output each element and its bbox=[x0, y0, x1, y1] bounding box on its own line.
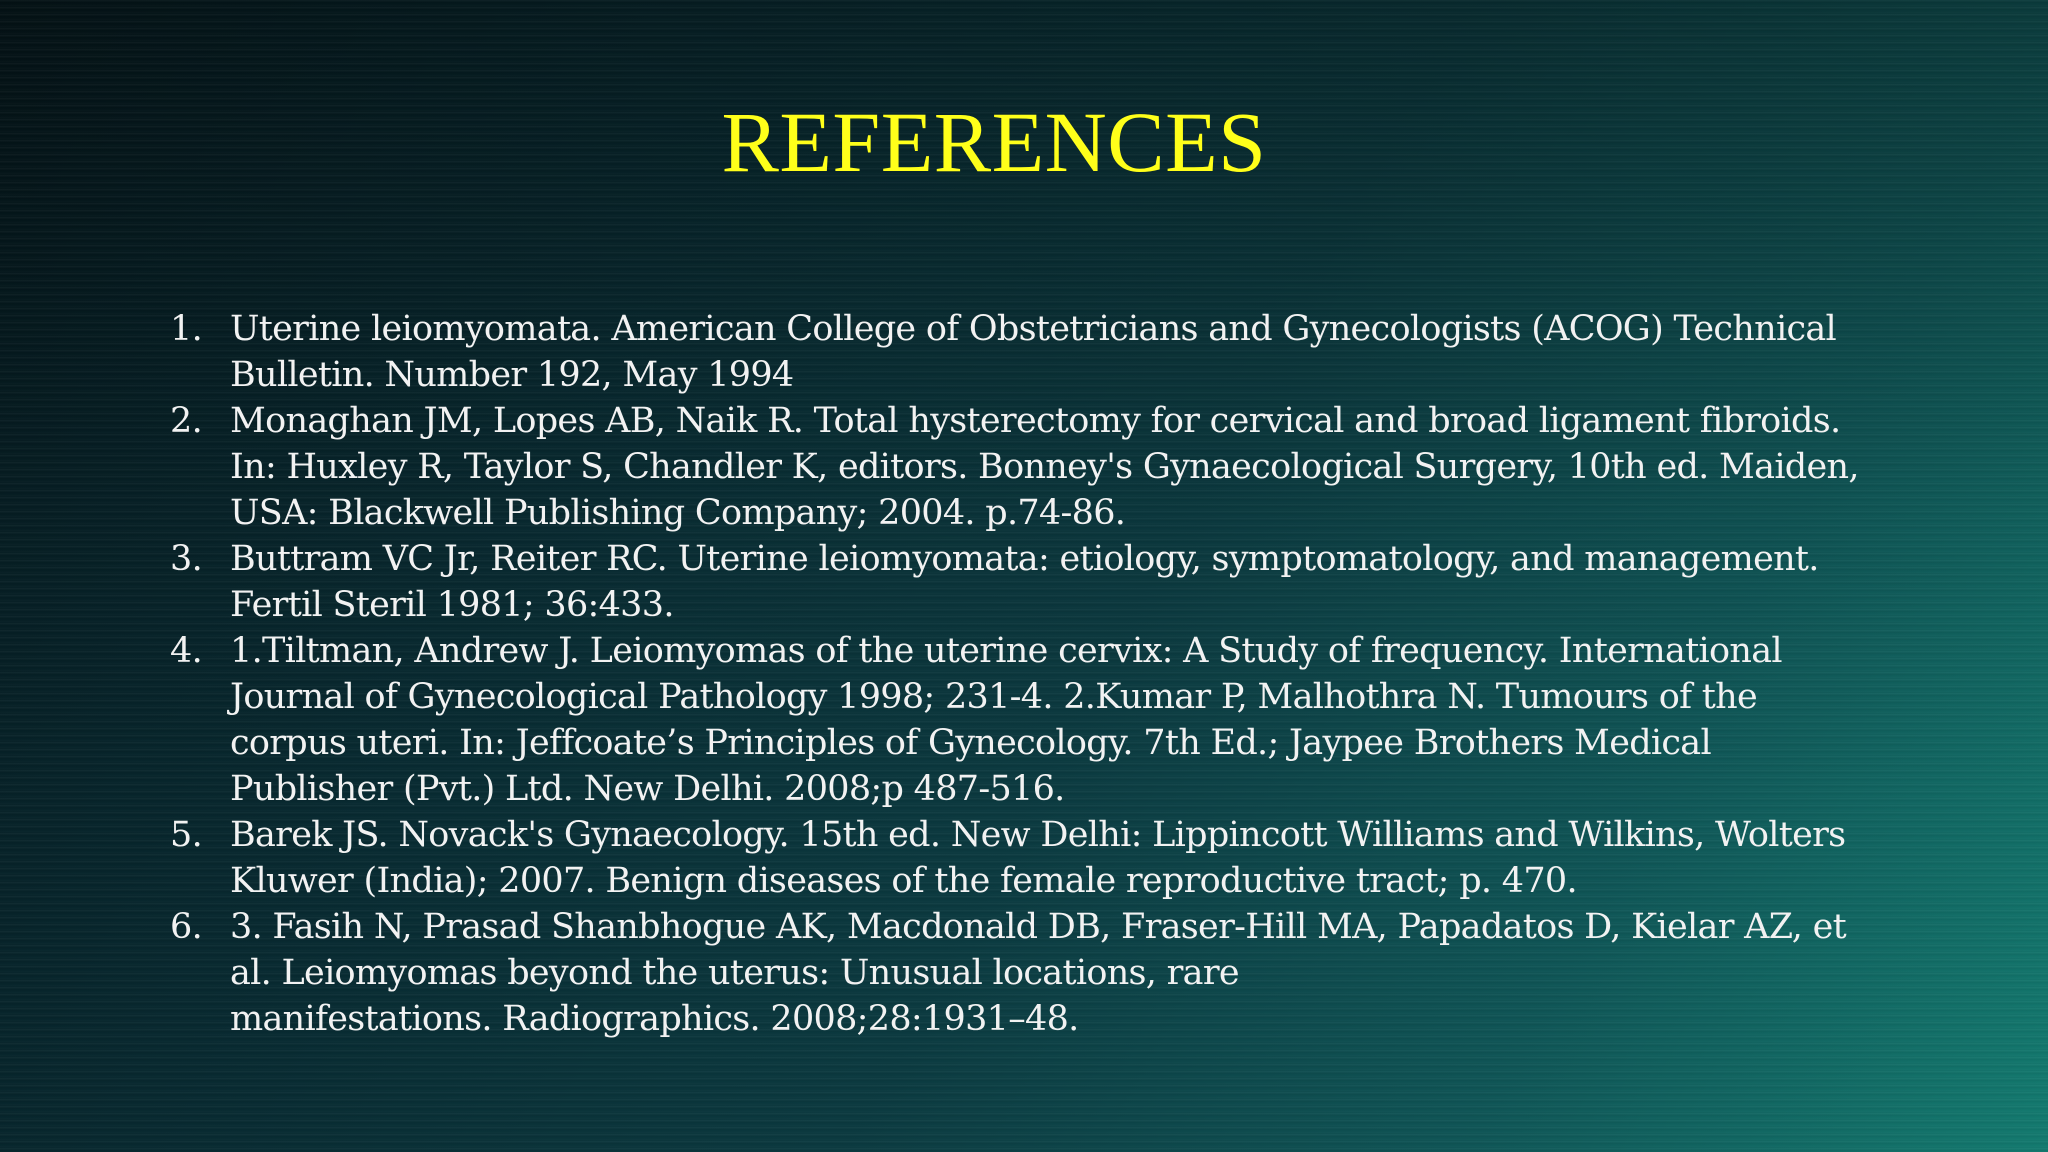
reference-number: 5. bbox=[170, 815, 202, 855]
reference-number: 2. bbox=[170, 401, 202, 441]
reference-number: 1. bbox=[170, 309, 202, 349]
reference-number: 6. bbox=[170, 907, 202, 947]
reference-text: 1.Tiltman, Andrew J. Leiomyomas of the uterine cervix: A Study of frequency. International Journal of Gynecological Pathology 1998; 231-4. 2.Kumar P, Malhothra N. Tumours of the corpus uteri. In: Jeffcoate’s Principles of Gynecology. 7th Ed.; Jaypee Brothers Medical Publisher (Pvt.) Ltd. New Delhi. 2008;p 487-516. bbox=[230, 631, 1782, 809]
reference-number: 4. bbox=[170, 631, 202, 671]
reference-item bbox=[170, 812, 1870, 904]
reference-text: Buttram VC Jr, Reiter RC. Uterine leiomyomata: etiology, symptomatology, and management. Fertil Steril 1981; 36:433. bbox=[230, 539, 1819, 625]
reference-number: 3. bbox=[170, 539, 202, 579]
reference-text: 3. Fasih N, Prasad Shanbhogue AK, Macdonald DB, Fraser-Hill MA, Papadatos D, Kielar AZ, et al. Leiomyomas beyond the uterus: Unusual locations, rare manifestations. Radiographics. 2008;28:1931–48. bbox=[230, 907, 1846, 1039]
reference-text: Uterine leiomyomata. American College of Obstetricians and Gynecologists (ACOG) Technical Bulletin. Number 192, May 1994 bbox=[230, 309, 1837, 395]
reference-item bbox=[170, 904, 1870, 1042]
reference-item bbox=[170, 398, 1870, 536]
reference-item bbox=[170, 628, 1870, 812]
reference-item bbox=[170, 536, 1870, 628]
reference-text: Monaghan JM, Lopes AB, Naik R. Total hysterectomy for cervical and broad ligament fibroids. In: Huxley R, Taylor S, Chandler K, editors. Bonney's Gynaecological Surgery, 10th ed. Maiden, USA: Blackwell Publishing Company; 2004. p.74-86. bbox=[230, 401, 1859, 533]
reference-item bbox=[170, 306, 1870, 398]
reference-text: Barek JS. Novack's Gynaecology. 15th ed. New Delhi: Lippincott Williams and Wilkins, Wolters Kluwer (India); 2007. Benign diseases of the female reproductive tract; p. 470. bbox=[230, 815, 1846, 901]
slide-title: REFERENCES bbox=[721, 94, 1267, 190]
references-list bbox=[170, 306, 1870, 1042]
